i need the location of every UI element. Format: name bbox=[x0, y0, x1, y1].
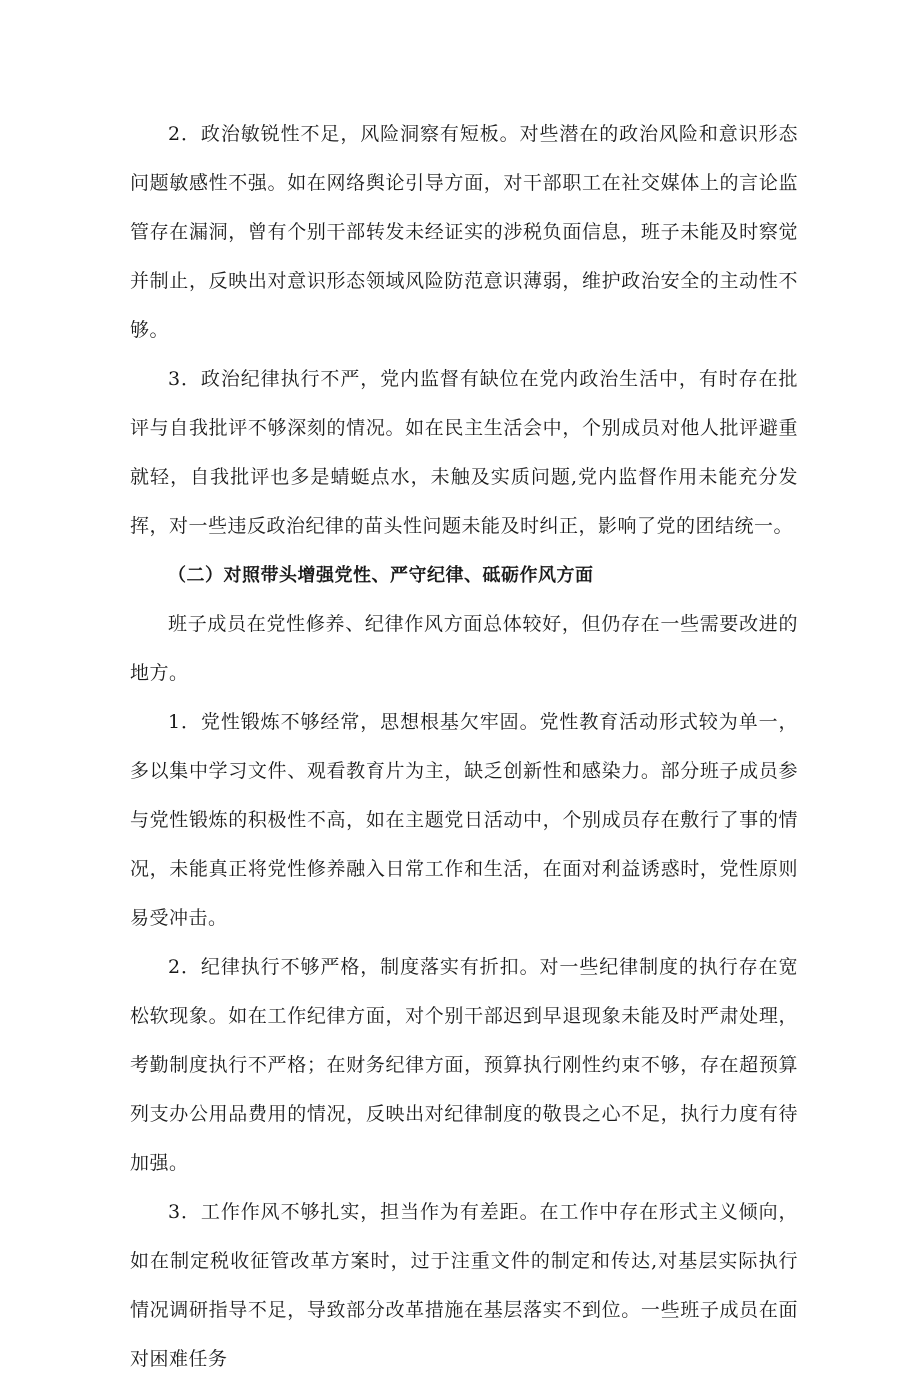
paragraph-party-training: 1．党性锻炼不够经常，思想根基欠牢固。党性教育活动形式较为单一，多以集中学习文件、观看教育片为主，缺乏创新性和感染力。部分班子成员参与党性锻炼的积极性不高，如在主题党日活动中，个别成员存在敷行了事的情况，未能真正将党性修养融入日常工作和生活，在面对利益诱惑时，党性原则易受冲击。 bbox=[130, 711, 798, 929]
paragraph-work-style: 3．工作作风不够扎实，担当作为有差距。在工作中存在形式主义倾向，如在制定税收征管改革方案时，过于注重文件的制定和传达,对基层实际执行情况调研指导不足，导致部分改革措施在基层落实不到位。一些班子成员在面对困难任务 bbox=[130, 1201, 798, 1370]
paragraph-political-discipline: 3．政治纪律执行不严，党内监督有缺位在党内政治生活中，有时存在批评与自我批评不够深刻的情况。如在民主生活会中，个别成员对他人批评避重就轻，自我批评也多是蜻蜓点水，未触及实质问题,党内监督作用未能充分发挥，对一些违反政治纪律的苗头性问题未能及时纠正，影响了党的团结统一。 bbox=[130, 368, 798, 537]
section-heading-2: （二）对照带头增强党性、严守纪律、砥砺作风方面 bbox=[168, 565, 594, 586]
paragraph-political-sensitivity: 2．政治敏锐性不足，风险洞察有短板。对些潜在的政治风险和意识形态问题敏感性不强。如在网络舆论引导方面，对干部职工在社交媒体上的言论监管存在漏洞，曾有个别干部转发未经证实的涉税负面信息，班子未能及时察觉并制止，反映出对意识形态领域风险防范意识薄弱，维护政治安全的主动性不够。 bbox=[130, 123, 798, 341]
paragraph-section-intro: 班子成员在党性修养、纪律作风方面总体较好，但仍存在一些需要改进的地方。 bbox=[130, 613, 798, 684]
document-body bbox=[130, 110, 798, 1384]
paragraph-discipline-enforcement: 2．纪律执行不够严格，制度落实有折扣。对一些纪律制度的执行存在宽松软现象。如在工作纪律方面，对个别干部迟到早退现象未能及时严肃处理，考勤制度执行不严格；在财务纪律方面，预算执行刚性约束不够，存在超预算列支办公用品费用的情况，反映出对纪律制度的敬畏之心不足，执行力度有待加强。 bbox=[130, 956, 798, 1174]
